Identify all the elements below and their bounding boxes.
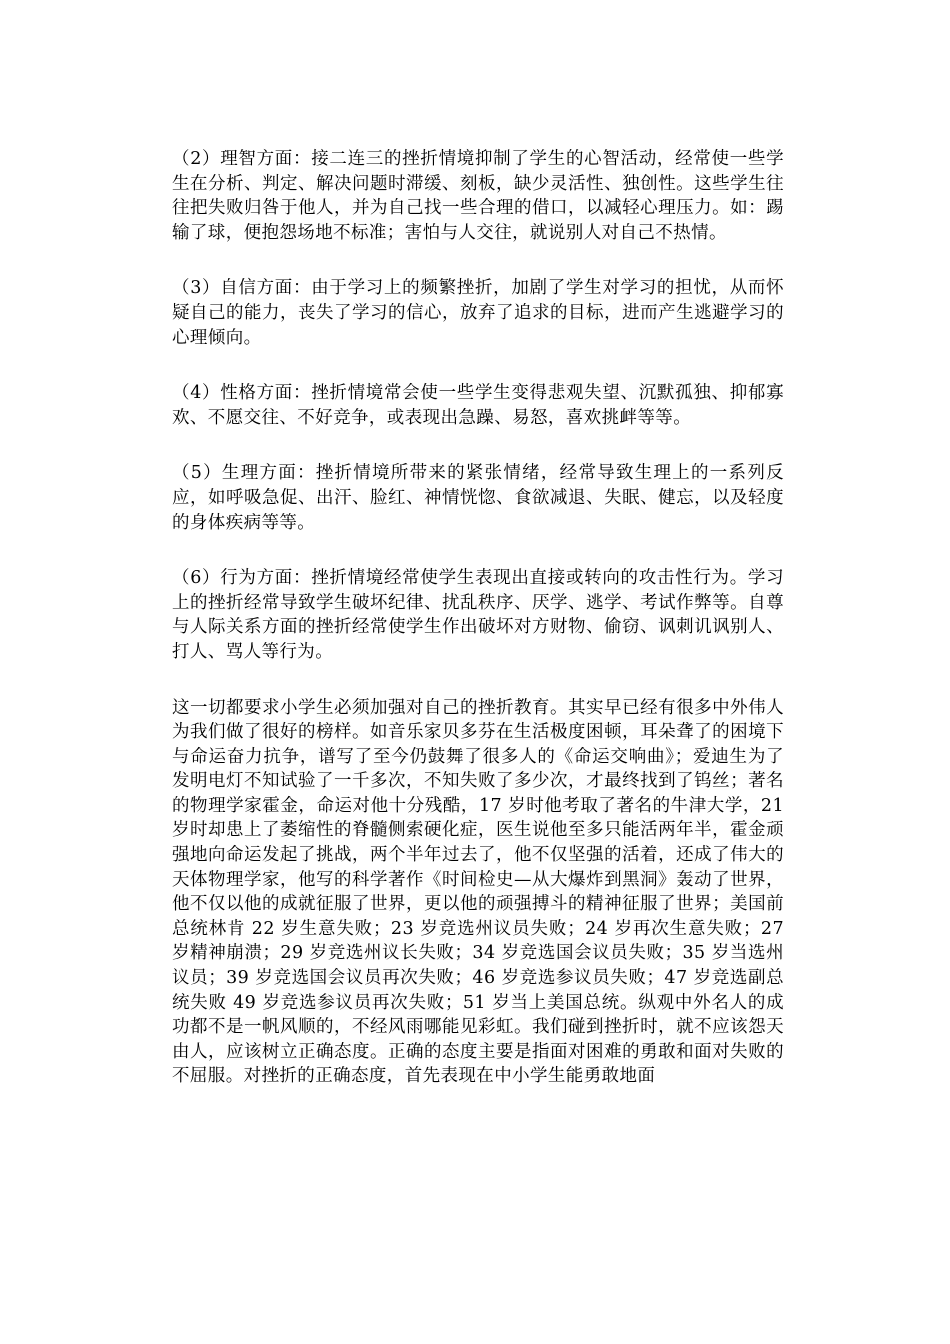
paragraph-confidence-aspect: （3）自信方面：由于学习上的频繁挫折，加剧了学生对学习的担忧，从而怀疑自己的能力，丧失了学习的信心，放弃了追求的目标，进而产生逃避学习的心理倾向。	[172, 278, 784, 348]
paragraph-behavior-aspect: （6）行为方面：挫折情境经常使学生表现出直接或转向的攻击性行为。学习上的挫折经常导致学生破坏纪律、扰乱秩序、厌学、逃学、考试作弊等。自尊与人际关系方面的挫折经常使学生作出破坏对方财物、偷窃、讽刺讥讽别人、打人、骂人等行为。	[172, 568, 784, 662]
paragraph-personality-aspect: （4）性格方面：挫折情境常会使一些学生变得悲观失望、沉默孤独、抑郁寡欢、不愿交往、不好竞争，或表现出急躁、易怒，喜欢挑衅等等。	[172, 383, 784, 428]
paragraph-frustration-education: 这一切都要求小学生必须加强对自己的挫折教育。其实早已经有很多中外伟人为我们做了很好的榜样。如音乐家贝多芬在生活极度困顿，耳朵聋了的困境下与命运奋力抗争，谱写了至今仍鼓舞了很多人的《命运交响曲》；爱迪生为了发明电灯不知试验了一千多次，不知失败了多少次，才最终找到了钨丝；著名的物理学家霍金，命运对他十分残酷，17 岁时他考取了著名的牛津大学，21 岁时却患上了萎缩性的脊髓侧索硬化症，医生说他至多只能活两年半，霍金顽强地向命运发起了挑战，两个半年过去了，他不仅坚强的活着，还成了伟大的天体物理学家，他写的科学著作《时间检史—从大爆炸到黑洞》轰动了世界，他不仅以他的成就征服了世界，更以他的顽强搏斗的精神征服了世界；美国前总统林肯 22 岁生意失败；23 岁竞选州议员失败；24 岁再次生意失败；27 岁精神崩溃；29 岁竞选州议长失败；34 岁竞选国会议员失败；35 岁当选州议员；39 岁竞选国会议员再次失败；46 岁竞选参议员失败；47 岁竞选副总统失败 49 岁竞选参议员再次失败；51 岁当上美国总统。纵观中外名人的成功都不是一帆风顺的，不经风雨哪能见彩虹。我们碰到挫折时，就不应该怨天由人，应该树立正确态度。正确的态度主要是指面对困难的勇敢和面对失败的不屈服。对挫折的正确态度，首先表现在中小学生能勇敢地面	[172, 697, 784, 1087]
paragraph-rational-aspect: （2）理智方面：接二连三的挫折情境抑制了学生的心智活动，经常使一些学生在分析、判定、解决问题时滞缓、刻板，缺少灵活性、独创性。这些学生往往把失败归咎于他人，并为自己找一些合理的借口，以减轻心理压力。如：踢输了球，便抱怨场地不标准；害怕与人交往，就说别人对自己不热情。	[172, 149, 784, 243]
document-page	[172, 147, 784, 1089]
paragraph-gap	[172, 350, 784, 381]
paragraph-gap	[172, 245, 784, 276]
paragraph-gap	[172, 430, 784, 461]
paragraph-gap	[172, 665, 784, 696]
paragraph-physiology-aspect: （5）生理方面：挫折情境所带来的紧张情绪，经常导致生理上的一系列反应，如呼吸急促、出汗、脸红、神情恍惚、食欲减退、失眠、健忘，以及轻度的身体疾病等等。	[172, 463, 784, 533]
paragraph-gap	[172, 535, 784, 566]
